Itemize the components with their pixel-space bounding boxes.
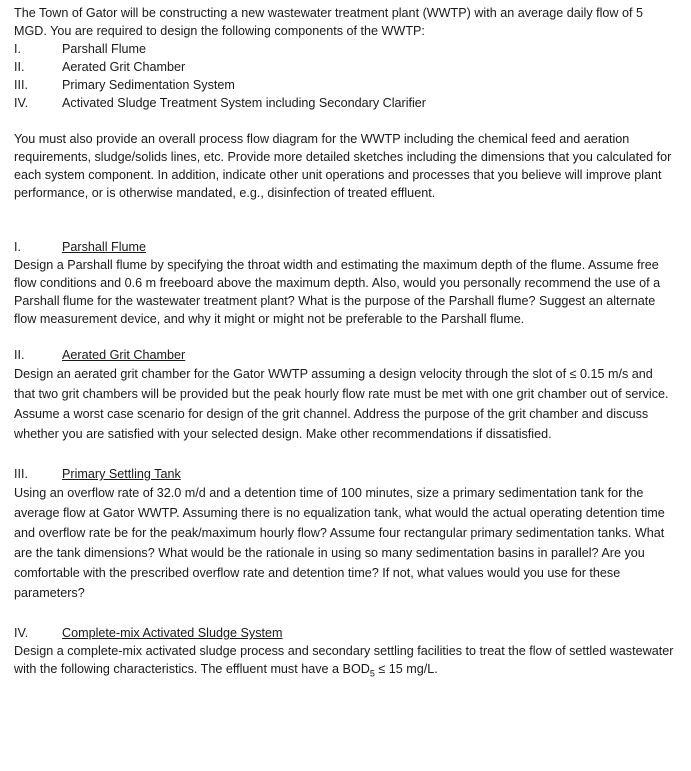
section-title: Parshall Flume [62,240,146,254]
section-body-aerated-grit-chamber: Design an aerated grit chamber for the Gator WWTP assuming a design velocity through the slot of ≤ 0.15 m/s and that two grit chambers will be provided but the peak hourly flow rate must be met with one grit chamber out of service. Assume a worst case scenario for design of the grit channel. Address the purpose of the grit chamber and discuss whether you are satisfied with your selected design. Make other recommendations if dissatisfied. [14,367,669,441]
subscript: 5 [369,668,375,679]
section-body-primary-settling-tank: Using an overflow rate of 32.0 m/d and a detention time of 100 minutes, size a primary sedimentation tank for the average flow at Gator WWTP. Assuming there is no equalization tank, what would the actual operating detention time and overflow rate be for the peak/maximum hourly flow? Assume four rectangular primary sedimentation tanks. What are the tank dimensions? What would be the rationale in using so many sedimentation basins in parallel? Are you comfortable with the prescribed overflow rate and detention time? If not, what values would you use for these parameters? [14,486,665,600]
section-title: Aerated Grit Chamber [62,348,186,362]
section-body-activated-sludge [14,642,677,678]
intro-paragraph: The Town of Gator will be constructing a new wastewater treatment plant (WWTP) with an average daily flow of 5 MGD. You are required to design the following components of the WWTP: [14,6,644,38]
list-item-label: Aerated Grit Chamber [62,60,186,74]
list-item [14,40,677,58]
list-item-label: Parshall Flume [62,42,146,56]
section-number: II. [14,348,25,362]
body-text: Design a complete-mix activated sludge process and secondary settling facilities to treat the flow of settled wastewater with the following characteristics. The effluent must have a BOD [14,644,674,676]
list-item-label: Primary Sedimentation System [62,78,235,92]
section-body-parshall-flume: Design a Parshall flume by specifying the throat width and estimating the maximum depth of the flume. Assume free flow conditions and 0.6 m freeboard above the maximum depth. Also, would you personally recommend the use of a Parshall flume for the wastewater treatment plant? What is the purpose of the Parshall flume? Suggest an alternate flow measurement device, and why it might or might not be preferable to the Parshall flume. [14,258,661,326]
list-item-number: I. [14,42,21,56]
list-item [14,94,677,112]
list-item [14,58,677,76]
section-number: I. [14,240,21,254]
section-title: Primary Settling Tank [62,467,181,481]
section-number: III. [14,467,28,481]
list-item-label: Activated Sludge Treatment System including Secondary Clarifier [62,96,426,110]
section-title: Complete-mix Activated Sludge System [62,626,283,640]
intro-paragraph-2: You must also provide an overall process flow diagram for the WWTP including the chemical feed and aeration requirements, sludge/solids lines, etc. Provide more detailed sketches including the dimensions that you calculated for each system component. In addition, indicate other unit operations and processes that you believe will improve plant performance, or is otherwise mandated, e.g., disinfection of treated effluent. [14,132,672,200]
section-body-wrapper [14,483,677,603]
section-heading-aerated-grit-chamber [14,346,677,364]
section-body-wrapper [14,364,677,444]
list-item [14,76,677,94]
component-list [14,40,677,112]
section-number: IV. [14,626,29,640]
body-text: ≤ 15 mg/L. [374,662,438,676]
section-heading-parshall-flume [14,238,677,256]
section-heading-activated-sludge [14,624,677,642]
list-item-number: IV. [14,96,29,110]
section-heading-primary-settling-tank [14,465,677,483]
list-item-number: II. [14,60,25,74]
list-item-number: III. [14,78,28,92]
